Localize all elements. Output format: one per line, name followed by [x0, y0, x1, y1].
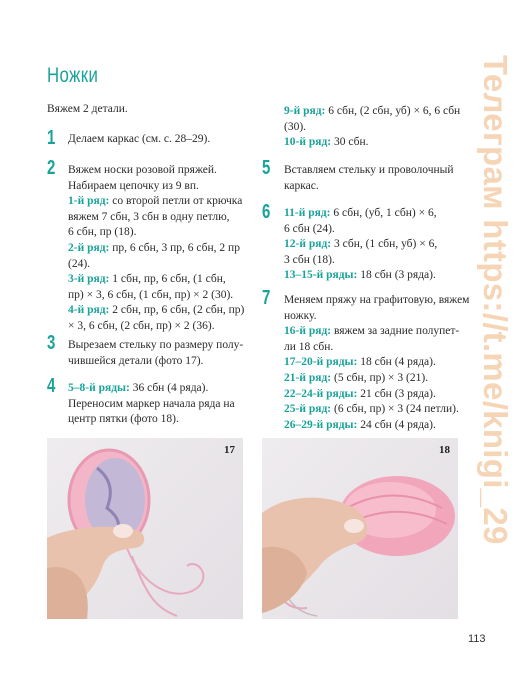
step-4-text: [68, 381, 235, 428]
row-label: 25-й ряд:: [284, 403, 332, 416]
row-label: 1-й ряд:: [68, 195, 110, 208]
watermark-text: Телеграм https://t.me/knigi_29: [477, 55, 514, 545]
photo-18-illustration: [262, 438, 458, 619]
row-text: 21 сбн (3 ряда).: [357, 387, 436, 400]
row-text: вяжем за задние полупет-: [331, 325, 460, 338]
row-17-20: [284, 355, 469, 371]
step-number-3: 3: [47, 332, 56, 354]
row-label: 10-й ряд:: [284, 136, 332, 149]
row-text: 18 сбн (4 ряда).: [357, 356, 436, 369]
step-3-text: [68, 338, 243, 369]
row-text: 18 сбн (3 ряда).: [357, 269, 436, 282]
step-number-7: 7: [262, 287, 271, 309]
row-label: 5–8-й ряды:: [68, 382, 130, 394]
row-text: (6 сбн, пр) × 3 (24 петли).: [331, 403, 459, 416]
step-4-continuation: [284, 104, 460, 151]
row-text: (24).: [68, 257, 91, 270]
step-2-text: [68, 163, 244, 335]
step-number-5: 5: [262, 157, 271, 179]
row-text: 2 сбн, пр, 6 сбн, (2 сбн, пр): [109, 304, 245, 317]
row-4: [68, 303, 244, 319]
row-text: 24 сбн (4 ряда).: [357, 418, 436, 431]
step-5-line: Вставляем стельку и проволочный: [284, 164, 454, 176]
row-3: [68, 272, 244, 288]
row-26-29: [284, 418, 469, 434]
step-number-2: 2: [47, 157, 56, 179]
row-9: [284, 104, 460, 120]
photo-18-number: 18: [439, 444, 450, 456]
step-3-line: Вырезаем стельку по размеру полу-: [68, 339, 244, 351]
row-1: [68, 194, 244, 210]
row-label: 26–29-й ряды:: [284, 418, 358, 431]
section-title: Ножки: [47, 64, 99, 87]
photo-17: [47, 438, 243, 619]
row-label: 21-й ряд:: [284, 371, 332, 384]
row-text: 1 сбн, пр, 6 сбн, (1 сбн,: [109, 273, 226, 286]
step-7-text: [284, 293, 469, 433]
row-text: (5 сбн, пр) × 3 (21).: [331, 371, 429, 384]
row-12: [284, 237, 437, 253]
row-13-15: [284, 268, 437, 284]
step-6-text: [284, 206, 437, 284]
row-text: 6 сбн, (2 сбн, уб) × 6, 6 сбн: [325, 105, 461, 117]
row-label: 2-й ряд:: [68, 241, 110, 254]
step-4-line: центр пятки (фото 18).: [68, 413, 179, 426]
step-number-4: 4: [47, 375, 56, 397]
row-text: 6 сбн (24).: [284, 222, 335, 235]
photo-17-illustration: [47, 438, 243, 619]
row-21: [284, 371, 469, 387]
row-label: 4-й ряд:: [68, 304, 110, 317]
row-text: пр) × 3, 6 сбн, (1 сбн, пр) × 2 (30).: [68, 288, 234, 301]
row-label: 3-й ряд:: [68, 273, 110, 286]
row-label: 13–15-й ряды:: [284, 269, 358, 282]
step-5-text: [284, 163, 454, 194]
step-5-line: каркас.: [284, 179, 319, 192]
page-number: 113: [468, 633, 486, 645]
photo-17-number: 17: [224, 444, 235, 456]
step-4-line: Переносим маркер начала ряда на: [68, 397, 235, 410]
step-1-text: [68, 132, 210, 148]
row-label: 12-й ряд:: [284, 238, 332, 251]
step-1-line: Делаем каркас (см. с. 28–29).: [68, 133, 211, 145]
row-11: [284, 206, 437, 222]
step-number-1: 1: [47, 127, 56, 149]
step-2-line: Набираем цепочку из 9 вп.: [68, 179, 199, 192]
step-number-6: 6: [262, 201, 271, 223]
row-16: [284, 324, 469, 340]
row-2: [68, 241, 244, 257]
row-text: 3 сбн (18).: [284, 253, 335, 266]
row-text: 3 сбн, (1 сбн, уб) × 6,: [331, 238, 438, 251]
row-label: 17–20-й ряды:: [284, 356, 358, 369]
row-label: 11-й ряд:: [284, 207, 331, 219]
row-text: 6 сбн, (уб, 1 сбн) × 6,: [330, 207, 437, 219]
row-label: 22–24-й ряды:: [284, 387, 358, 400]
row-text: со второй петли от крючка: [109, 195, 243, 208]
row-text: 30 сбн.: [331, 136, 369, 149]
row-label: 9-й ряд:: [284, 105, 326, 117]
row-text: (30).: [284, 120, 307, 133]
row-25: [284, 402, 469, 418]
step-7-line: ножку.: [284, 309, 317, 322]
row-5-8: [68, 381, 235, 397]
step-2-line: Вяжем носки розовой пряжей.: [68, 164, 217, 176]
row-text: вяжем 7 сбн, 3 сбн в одну петлю,: [68, 210, 230, 223]
row-text: × 3, 6 сбн, (2 сбн, пр) × 2 (36).: [68, 319, 215, 332]
photo-18: [262, 438, 458, 619]
row-text: пр, 6 сбн, 3 пр, 6 сбн, 2 пр: [109, 241, 240, 254]
step-3-line: чившейся детали (фото 17).: [68, 354, 204, 367]
row-22-24: [284, 387, 469, 403]
row-label: 16-й ряд:: [284, 325, 332, 338]
row-10: [284, 135, 460, 151]
intro-text: Вяжем 2 детали.: [47, 103, 128, 115]
row-text: 6 сбн, пр (18).: [68, 226, 137, 239]
row-text: 36 сбн (4 ряда).: [129, 382, 209, 394]
step-7-line: Меняем пряжу на графитовую, вяжем: [284, 294, 470, 306]
row-text: ли 18 сбн.: [284, 340, 334, 353]
